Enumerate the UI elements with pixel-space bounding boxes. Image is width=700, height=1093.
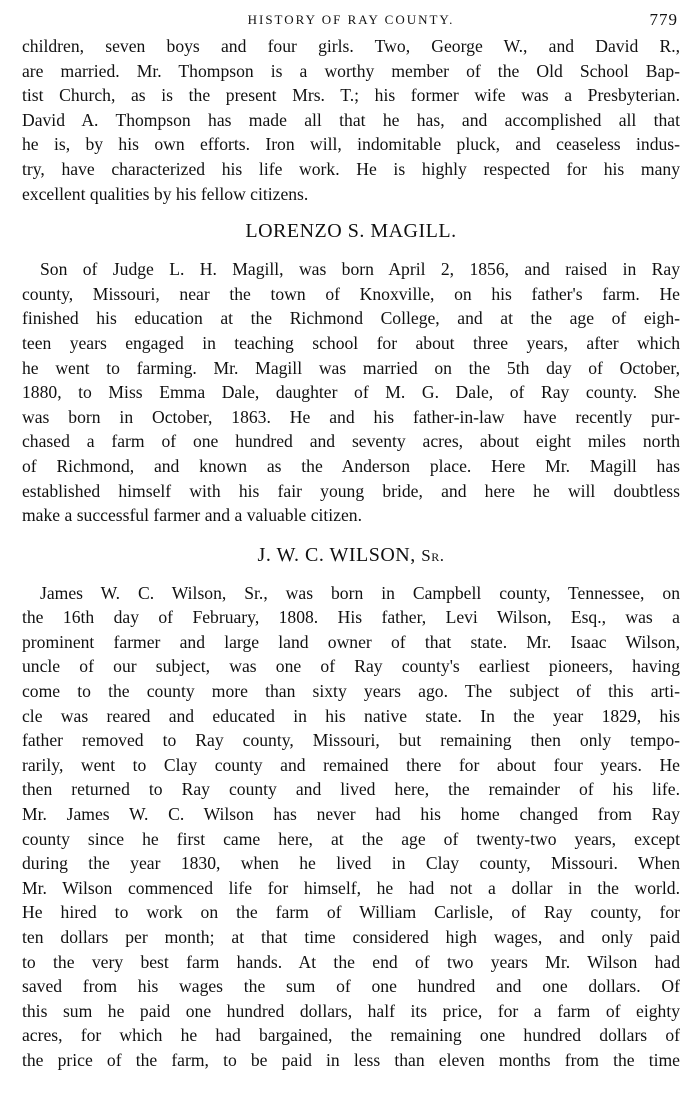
text-line: cle was reared and educated in his native state. In the year 1829, his	[22, 705, 680, 726]
text-line: during the year 1830, when he lived in Clay county, Missouri. When	[22, 853, 680, 874]
text-line: David A. Thompson has made all that he has, and accomplished all that	[22, 109, 680, 130]
text-line: make a successful farmer and a valuable citizen.	[22, 505, 362, 526]
text-line: excellent qualities by his fellow citizens.	[22, 183, 309, 204]
text-line: Mr. James W. C. Wilson has never had his home changed from Ray	[22, 804, 680, 825]
text-line: finished his education at the Richmond College, and at the age of eigh-	[22, 308, 680, 329]
text-line: He hired to work on the farm of William Carlisle, of Ray county, for	[22, 902, 680, 923]
text-line: rarily, went to Clay county and remained there for about four years. He	[22, 754, 680, 775]
wilson-heading-suffix: Sr.	[421, 545, 445, 565]
text-line: ten dollars per month; at that time considered high wages, and only paid	[22, 927, 680, 947]
thompson-paragraph	[22, 34, 680, 206]
text-line: father removed to Ray county, Missouri, but remaining then only tempo-	[22, 730, 680, 751]
text-line: he went to farming. Mr. Magill was married on the 5th day of October,	[22, 357, 680, 378]
wilson-paragraph	[22, 581, 680, 1073]
running-title: HISTORY OF RAY COUNTY.	[247, 12, 455, 27]
page-number: 779	[649, 10, 678, 29]
running-head	[22, 8, 680, 34]
text-line: prominent farmer and large land owner of that state. Mr. Isaac Wilson,	[22, 631, 680, 652]
text-line: to the very best farm hands. At the end of two years Mr. Wilson had	[22, 951, 680, 972]
text-line: are married. Mr. Thompson is a worthy member of the Old School Bap-	[22, 60, 680, 81]
text-line: established himself with his fair young bride, and here he will doubtless	[22, 480, 680, 501]
text-line: the price of the farm, to be paid in less than eleven months from the time	[22, 1049, 680, 1070]
text-line: chased a farm of one hundred and seventy acres, about eight miles north	[22, 431, 680, 452]
text-line: of Richmond, and known as the Anderson place. Here Mr. Magill has	[22, 455, 680, 476]
text-line: come to the county more than sixty years ago. The subject of this arti-	[22, 681, 680, 702]
text-line: the 16th day of February, 1808. His father, Levi Wilson, Esq., was a	[22, 607, 680, 628]
text-line: 1880, to Miss Emma Dale, daughter of M. G. Dale, of Ray county. She	[22, 382, 680, 403]
text-line: try, have characterized his life work. He is highly respected for his many	[22, 158, 680, 179]
text-line: children, seven boys and four girls. Two, George W., and David R.,	[22, 36, 680, 56]
magill-paragraph	[22, 257, 680, 528]
text-line: saved from his wages the sum of one hundred and one dollars. Of	[22, 976, 680, 997]
text-line: James W. C. Wilson, Sr., was born in Campbell county, Tennessee, on	[40, 582, 680, 603]
wilson-heading-name: J. W. C. WILSON,	[257, 543, 416, 566]
text-line: was born in October, 1863. He and his father-in-law have recently pur-	[22, 406, 680, 427]
text-line: acres, for which he had bargained, the remaining one hundred dollars of	[22, 1025, 680, 1046]
text-line: uncle of our subject, was one of Ray county's earliest pioneers, having	[22, 656, 680, 677]
magill-heading: LORENZO S. MAGILL.	[245, 220, 457, 243]
text-line: Son of Judge L. H. Magill, was born April 2, 1856, and raised in Ray	[40, 259, 680, 280]
text-line: this sum he paid one hundred dollars, half its price, for a farm of eighty	[22, 1000, 680, 1021]
text-line: teen years engaged in teaching school for about three years, after which	[22, 332, 680, 353]
wilson-heading	[22, 544, 680, 567]
text-line: tist Church, as is the present Mrs. T.; his former wife was a Presbyterian.	[22, 85, 680, 106]
text-line: he is, by his own efforts. Iron will, indomitable pluck, and ceaseless indus-	[22, 134, 680, 155]
text-line: county since he first came here, at the age of twenty-two years, except	[22, 828, 680, 849]
text-line: Mr. Wilson commenced life for himself, he had not a dollar in the world.	[22, 877, 680, 898]
text-line: then returned to Ray county and lived here, the remainder of his life.	[22, 779, 680, 800]
text-line: county, Missouri, near the town of Knoxville, on his father's farm. He	[22, 283, 680, 304]
